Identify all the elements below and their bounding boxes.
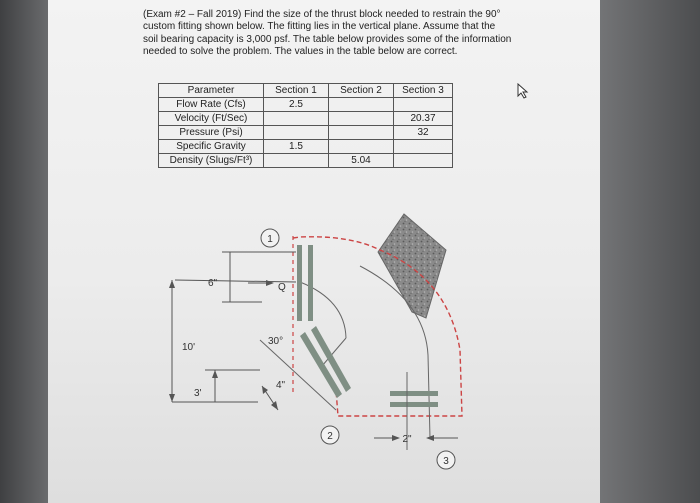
- section-3-flange: [390, 391, 438, 407]
- thrust-block: [378, 214, 446, 318]
- table-cell: Pressure (Psi): [159, 126, 264, 140]
- table-cell: 32: [394, 126, 453, 140]
- table-cell: Specific Gravity: [159, 140, 264, 154]
- arrow-right-icon: [392, 435, 400, 441]
- table-cell: 1.5: [264, 140, 329, 154]
- table-cell: 20.37: [394, 112, 453, 126]
- arrow-down-icon: [169, 394, 175, 402]
- problem-line: soil bearing capacity is 3,000 psf. The table below provides some of the information: [143, 33, 512, 45]
- table-cell: Velocity (Ft/Sec): [159, 112, 264, 126]
- table-cell: 5.04: [329, 154, 394, 168]
- flow-arrow-icon: [266, 280, 274, 286]
- problem-line: (Exam #2 – Fall 2019) Find the size of the thrust block needed to restrain the 90°: [143, 9, 501, 20]
- problem-line: needed to solve the problem. The values in the table below are correct.: [143, 45, 458, 57]
- header-section-2: Section 2: [329, 84, 394, 98]
- dim-4in-label: 4": [276, 380, 286, 391]
- table-cell: 2.5: [264, 98, 329, 112]
- arrow-up-icon: [169, 280, 175, 288]
- dim-6in-label: 6": [208, 278, 218, 289]
- arrow-up-icon: [212, 370, 218, 378]
- arrow-icon: [271, 401, 278, 410]
- angle-30-label: 30°: [268, 336, 284, 347]
- header-parameter: Parameter: [159, 84, 264, 98]
- dim-3ft-label: 3': [194, 388, 202, 399]
- problem-line: custom fitting shown below. The fitting lies in the vertical plane. Assume that the: [143, 21, 496, 33]
- dim-10ft-label: 10': [182, 342, 196, 353]
- header-section-3: Section 3: [394, 84, 453, 98]
- section-2-label: 2: [327, 431, 333, 442]
- bend-inner-arc: [300, 282, 346, 338]
- header-section-1: Section 1: [264, 84, 329, 98]
- table-cell: Flow Rate (Cfs): [159, 98, 264, 112]
- section-3-label: 3: [443, 456, 449, 467]
- dim-2in-label: 2": [402, 434, 412, 445]
- flow-label: Q: [278, 282, 286, 293]
- section-1-label: 1: [267, 234, 273, 245]
- table-cell: Density (Slugs/Ft³): [159, 154, 264, 168]
- section-1-flange: [297, 245, 313, 321]
